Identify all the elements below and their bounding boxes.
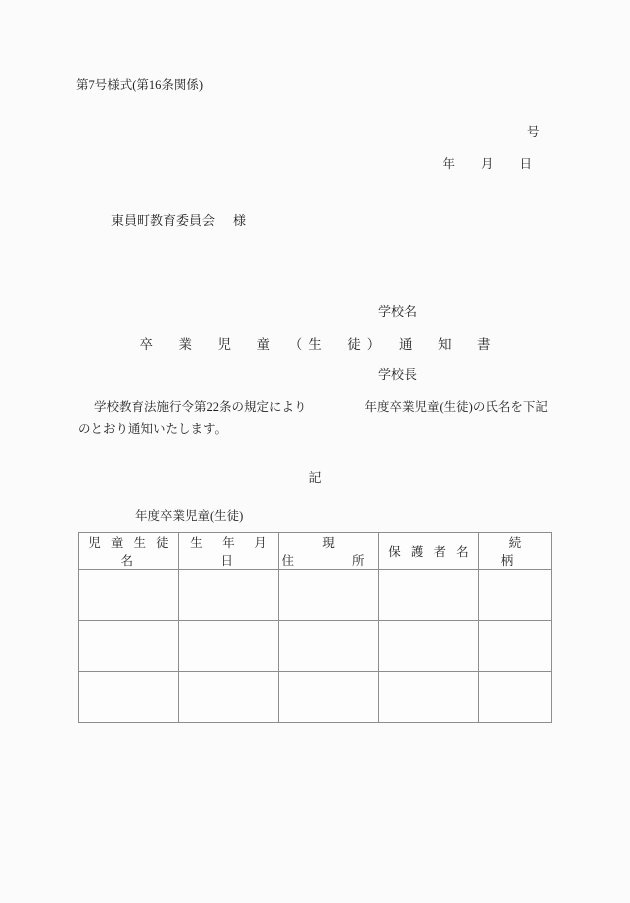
document-title: 卒 業 児 童 （生 徒） 通 知 書 [139, 337, 497, 352]
cell-student-name[interactable] [79, 570, 179, 621]
table-row [79, 672, 552, 723]
form-number: 第7号様式(第16条関係) [76, 78, 204, 92]
cell-birthdate[interactable] [179, 672, 279, 723]
column-header-student-name: 児 童 生 徒 名 [79, 533, 179, 570]
ki-marker: 記 [308, 470, 322, 485]
column-header-guardian-name: 保 護 者 名 [379, 533, 479, 570]
cell-address[interactable] [279, 672, 379, 723]
cell-student-name[interactable] [79, 672, 179, 723]
date-year-label: 年 [442, 156, 456, 171]
cell-guardian-name[interactable] [379, 621, 479, 672]
cell-relationship[interactable] [479, 672, 552, 723]
cell-address[interactable] [279, 570, 379, 621]
school-name-label: 学校名 [378, 304, 418, 319]
column-header-relationship: 続 柄 [479, 533, 552, 570]
table-row [79, 570, 552, 621]
cell-birthdate[interactable] [179, 570, 279, 621]
cell-relationship[interactable] [479, 570, 552, 621]
principal-label: 学校長 [378, 367, 418, 382]
table-caption: 年度卒業児童(生徒) [135, 509, 244, 523]
cell-relationship[interactable] [479, 621, 552, 672]
addressee-honorific: 様 [233, 213, 247, 228]
document-date-line [430, 145, 532, 183]
date-month-label: 月 [481, 156, 494, 171]
column-header-address: 現 住 所 [279, 533, 379, 570]
cell-address[interactable] [279, 621, 379, 672]
document-number-label: 号 [526, 125, 540, 139]
addressee-name: 東員町教育委員会 [111, 213, 216, 228]
body-text-part2: 年度卒業児童(生徒)の氏名を下記のとおり通知いたします。 [78, 400, 548, 436]
cell-birthdate[interactable] [179, 621, 279, 672]
cell-guardian-name[interactable] [379, 570, 479, 621]
column-header-birthdate: 生 年 月 日 [179, 533, 279, 570]
date-day-label: 日 [519, 156, 533, 171]
graduates-table [78, 532, 595, 723]
body-paragraph [78, 396, 554, 440]
cell-student-name[interactable] [79, 621, 179, 672]
addressee-line [98, 201, 246, 240]
cell-guardian-name[interactable] [379, 672, 479, 723]
table-row [79, 621, 552, 672]
body-text-part1: 学校教育法施行令第22条の規定により [94, 400, 307, 414]
table-header-row [79, 533, 552, 570]
